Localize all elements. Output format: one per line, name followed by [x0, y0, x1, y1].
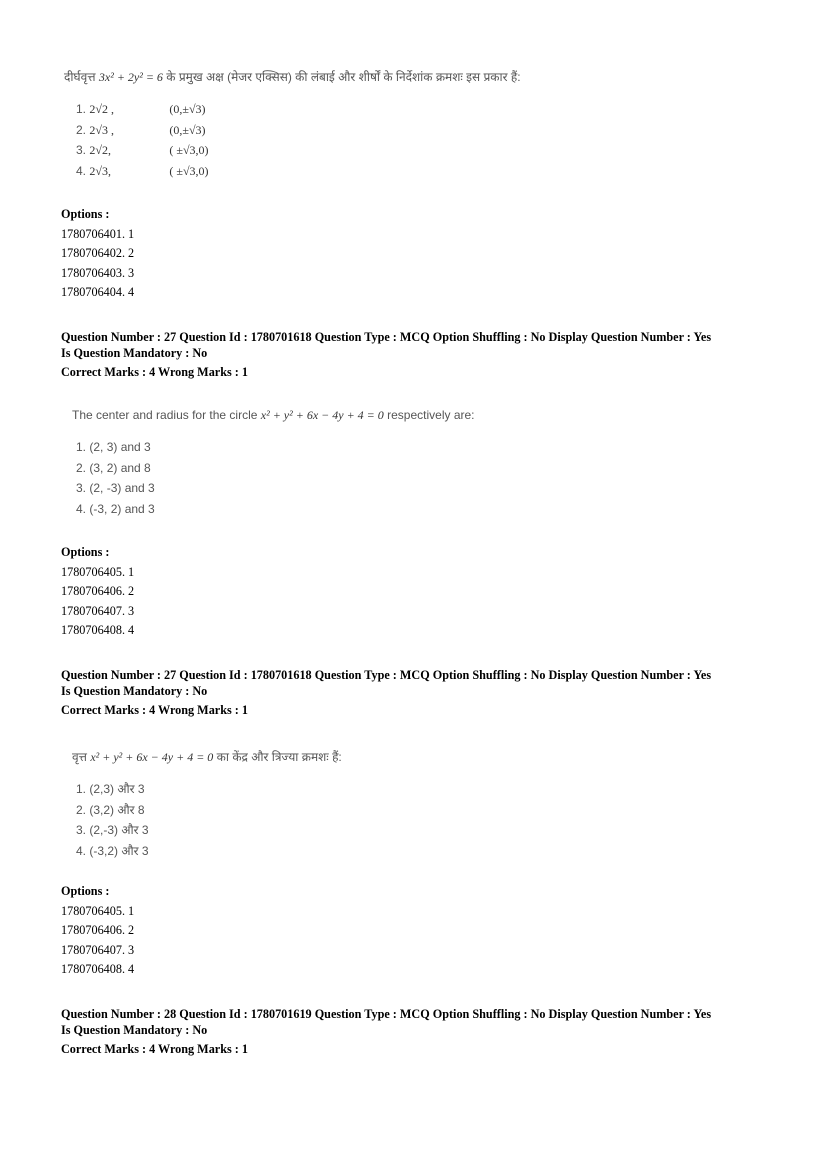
- stem-text-rest: के प्रमुख अक्ष (मेजर एक्सिस) की लंबाई और शीर्षों के निर्देशांक क्रमशः इस प्रकार हैं:: [166, 70, 521, 84]
- option-item: 2. (3, 2) and 8: [76, 460, 151, 475]
- question-header: [61, 329, 781, 380]
- stem-text-rest: respectively are:: [387, 408, 475, 422]
- option-id-row: 1780706405. 1: [61, 564, 135, 579]
- option-id-row: 1780706404. 4: [61, 285, 135, 299]
- question-marks-line: Correct Marks : 4 Wrong Marks : 1: [61, 1042, 248, 1056]
- option-id-row: 1780706408. 4: [61, 623, 135, 637]
- option-item: 4. 2√3, ( ±√3,0): [76, 163, 209, 178]
- question-header: [61, 667, 781, 718]
- question-meta-line: Question Number : 27 Question Id : 1780701618 Question Type : MCQ Option Shuffling : No Display Question Number : Yes: [61, 330, 712, 344]
- question-meta-line: Question Number : 28 Question Id : 1780701619 Question Type : MCQ Option Shuffling : No Display Question Number : Yes: [61, 1007, 712, 1021]
- options-block: [61, 543, 134, 641]
- option-id-row: 1780706407. 3: [61, 942, 135, 957]
- options-label: Options :: [61, 207, 110, 221]
- option-item: 3. (2, -3) and 3: [76, 481, 155, 495]
- options-label: Options :: [61, 884, 110, 898]
- question-mandatory-line: Is Question Mandatory : No: [61, 1023, 208, 1037]
- options-label: Options :: [61, 545, 110, 559]
- stem-text: वृत्त: [72, 750, 87, 764]
- option-id-row: 1780706407. 3: [61, 603, 135, 618]
- option-item: 1. 2√2 , (0,±√3): [76, 102, 206, 116]
- option-id-row: 1780706406. 2: [61, 923, 135, 937]
- question-meta-line: Question Number : 27 Question Id : 1780701618 Question Type : MCQ Option Shuffling : No Display Question Number : Yes: [61, 668, 712, 682]
- option-item: 1. (2,3) और 3: [76, 782, 145, 796]
- question-marks-line: Correct Marks : 4 Wrong Marks : 1: [61, 703, 248, 717]
- question-image-q27-english: [72, 408, 475, 519]
- question-marks-line: Correct Marks : 4 Wrong Marks : 1: [61, 365, 248, 379]
- options-block: [61, 205, 134, 303]
- question-stem: [64, 68, 521, 85]
- option-list: [76, 779, 342, 861]
- option-item: 2. (3,2) और 8: [76, 802, 145, 817]
- stem-text: दीर्घवृत्त: [64, 70, 96, 84]
- option-id-row: 1780706405. 1: [61, 903, 135, 918]
- question-mandatory-line: Is Question Mandatory : No: [61, 684, 208, 698]
- stem-text-rest: का केंद्र और त्रिज्या क्रमशः हैं:: [216, 750, 342, 764]
- question-image-q26-hindi: [64, 68, 521, 181]
- question-mandatory-line: Is Question Mandatory : No: [61, 346, 208, 360]
- option-id-row: 1780706401. 1: [61, 226, 135, 241]
- option-item: 4. (-3, 2) and 3: [76, 501, 155, 516]
- option-id-row: 1780706403. 3: [61, 265, 135, 280]
- option-item: 4. (-3,2) और 3: [76, 843, 149, 858]
- stem-equation: 3x² + 2y² = 6: [98, 70, 163, 84]
- option-id-row: 1780706408. 4: [61, 962, 135, 976]
- question-stem: [72, 748, 342, 765]
- options-block: [61, 882, 134, 980]
- question-image-q27-hindi: [72, 748, 342, 861]
- stem-text: The center and radius for the circle: [72, 408, 258, 422]
- stem-equation: x² + y² + 6x − 4y + 4 = 0: [260, 408, 384, 422]
- option-item: 3. 2√2, ( ±√3,0): [76, 143, 209, 157]
- option-item: 1. (2, 3) and 3: [76, 440, 151, 454]
- option-id-row: 1780706406. 2: [61, 584, 135, 598]
- option-id-row: 1780706402. 2: [61, 246, 135, 260]
- stem-equation: x² + y² + 6x − 4y + 4 = 0: [90, 750, 214, 764]
- question-header: [61, 1006, 781, 1057]
- question-stem: [72, 408, 475, 423]
- option-list: [76, 99, 521, 181]
- option-item: 3. (2,-3) और 3: [76, 823, 149, 837]
- option-list: [76, 437, 475, 519]
- option-item: 2. 2√3 , (0,±√3): [76, 122, 206, 137]
